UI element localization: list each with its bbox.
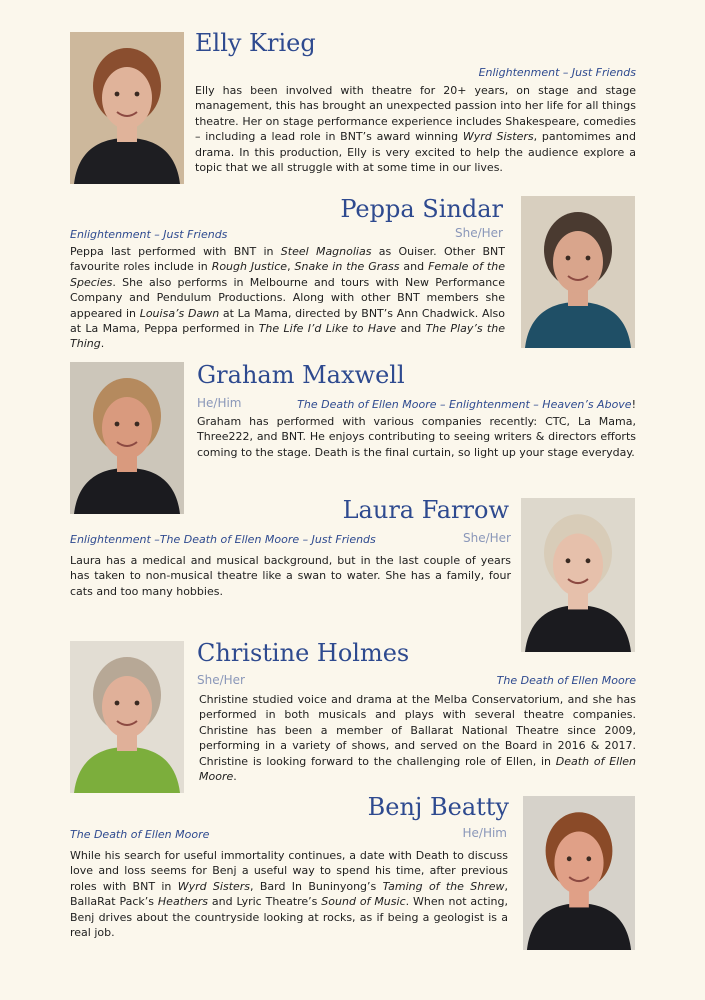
photo-face [102, 397, 152, 459]
bio-text: Laura has a medical and musical background, but in the last couple of years has taken to non-musical theatre like a swan to water. She has a family, four cats and too many hobbies. [70, 554, 511, 598]
laura-farrow-pronouns: She/Her [463, 531, 511, 545]
benj-beatty-name: Benj Beatty [367, 793, 509, 821]
laura-farrow-photo [521, 498, 635, 652]
graham-maxwell-photo [70, 362, 184, 514]
peppa-sindar-bio [70, 244, 505, 352]
bio-title-italic: Death of Ellen Moore [199, 754, 636, 784]
photo-face [553, 231, 603, 293]
graham-maxwell-roles-text: The Death of Ellen Moore – Enlightenment – Heaven’s Above [297, 398, 632, 411]
benj-beatty-bio [70, 848, 508, 940]
graham-maxwell-pronouns: He/Him [197, 396, 242, 410]
photo-eye-right [135, 701, 140, 706]
bio-title-italic: Female of the Species [70, 260, 505, 289]
bio-title-italic: Rough Justice [211, 260, 288, 274]
bio-title-italic: Heathers [157, 895, 208, 909]
bio-text: , Bard In Buninyong’s [250, 879, 383, 893]
bio-title-italic: Steel Magnolias [280, 245, 372, 258]
peppa-sindar-name: Peppa Sindar [340, 195, 503, 223]
peppa-sindar-pronouns: She/Her [455, 226, 503, 240]
photo-eye-left [567, 856, 572, 861]
bio-text: at La Mama, directed by BNT’s Ann Chadwick. Also at La Mama, Peppa performed in [70, 306, 505, 336]
bio-title-italic: Wyrd Sisters [462, 130, 534, 144]
bio-text: Graham has performed with various companies recently: CTC, La Mama, Three222, and BNT. He enjoys contributing to seeing writers & directors efforts coming to the stage. Death is the final curtain, so light up your stage everyday. [197, 415, 636, 459]
photo-eye-right [135, 422, 140, 427]
photo-eye-left [566, 256, 571, 261]
bio-text: , [287, 260, 295, 274]
christine-holmes-bio [199, 692, 636, 784]
christine-holmes-roles: The Death of Ellen Moore [496, 674, 636, 687]
graham-maxwell-roles-suffix: ! [631, 398, 636, 411]
graham-maxwell-name: Graham Maxwell [197, 361, 405, 389]
bio-text: . When not acting, Benj drives about the countryside looking at rocks, as if being a geologist is a real job. [70, 895, 508, 940]
photo-eye-right [586, 558, 591, 563]
photo-face [102, 67, 152, 129]
photo-face [554, 831, 603, 894]
christine-holmes-pronouns: She/Her [197, 673, 245, 687]
christine-holmes-name: Christine Holmes [197, 639, 410, 667]
peppa-sindar-photo [521, 196, 635, 348]
bio-text: While his search for useful immortality continues, a date with Death to discuss love and loss seems for Benj a useful way to spend his time, after previous roles with BNT in [70, 849, 508, 893]
bio-text: Elly has been involved with theatre for 20+ years, on stage and stage management, this has brought an unexpected passion into her life for all things theatre. Her on stage performance experience includes Shakespeare, comedies – including a lead role in BNT’s award winning [195, 84, 636, 144]
photo-eye-left [115, 92, 120, 97]
bio-text: Christine studied voice and drama at the Melba Conservatorium, and she has performed in both musicals and plays with several theatre companies. Christine has been a member of Ballarat National Theatre since 2009, performing in a variety of shows, and served on the Board in 2016 & 2017. Christine is looking forward to the challenging role of Ellen, in [199, 693, 636, 768]
bio-title-italic: The Life I’d Like to Have [258, 322, 397, 336]
photo-eye-right [586, 856, 591, 861]
photo-eye-right [586, 256, 591, 261]
bio-title-italic: Wyrd Sisters [177, 879, 251, 893]
benj-beatty-roles: The Death of Ellen Moore [70, 828, 210, 841]
bio-text: , BallaRat Pack’s [70, 879, 508, 909]
benj-beatty-photo [523, 796, 635, 950]
bio-text: . She also performs in Melbourne and tours with New Performance Company and Pendulum Productions. Along with other BNT members she appeared in [70, 275, 505, 320]
bio-text: . [100, 337, 105, 351]
photo-eye-left [115, 422, 120, 427]
bio-text: Peppa last performed with BNT in [70, 245, 281, 258]
photo-eye-left [566, 558, 571, 563]
laura-farrow-roles: Enlightenment –The Death of Ellen Moore – Just Friends [70, 533, 376, 546]
elly-krieg-photo [70, 32, 184, 184]
elly-krieg-name: Elly Krieg [195, 29, 316, 57]
bio-text: , pantomimes and drama. In this production, Elly is very excited to help the audience explore a topic that we all struggle with at some time in our lives. [195, 130, 636, 175]
bio-text: and [396, 322, 426, 336]
bio-text: and Lyric Theatre’s [208, 895, 322, 909]
bio-title-italic: Taming of the Shrew [382, 879, 505, 893]
bio-title-italic: Sound of Music [321, 895, 406, 909]
bio-text: and [399, 260, 429, 274]
elly-krieg-roles: Enlightenment – Just Friends [478, 66, 636, 79]
photo-face [553, 533, 603, 596]
photo-face [102, 676, 152, 738]
christine-holmes-photo [70, 641, 184, 793]
bio-title-italic: Louisa’s Dawn [139, 306, 220, 320]
peppa-sindar-roles: Enlightenment – Just Friends [70, 228, 228, 241]
graham-maxwell-roles [297, 398, 636, 412]
photo-eye-left [115, 701, 120, 706]
photo-eye-right [135, 92, 140, 97]
elly-krieg-bio [195, 83, 636, 175]
bio-title-italic: The Play’s the Thing [70, 322, 505, 351]
laura-farrow-bio [70, 553, 511, 599]
laura-farrow-name: Laura Farrow [342, 496, 509, 524]
bio-title-italic: Snake in the Grass [294, 260, 400, 274]
bio-text: as Ouiser. Other BNT favourite roles include in [70, 245, 505, 274]
bio-text: . [233, 770, 237, 784]
benj-beatty-pronouns: He/Him [462, 826, 507, 840]
graham-maxwell-bio [197, 414, 636, 460]
